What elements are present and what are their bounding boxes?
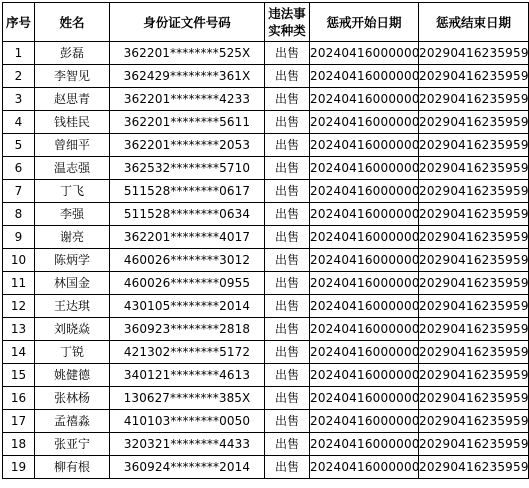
table-row bbox=[3, 318, 529, 341]
cell-end-date: 20290416235959 bbox=[419, 134, 529, 157]
table-row bbox=[3, 249, 529, 272]
cell-name: 王达琪 bbox=[35, 295, 110, 318]
cell-index: 13 bbox=[3, 318, 35, 341]
table-row bbox=[3, 387, 529, 410]
cell-name: 钱桂民 bbox=[35, 111, 110, 134]
cell-id-number: 362201********2053 bbox=[110, 134, 265, 157]
cell-start-date: 20240416000000 bbox=[310, 387, 419, 410]
penalty-list-table bbox=[2, 2, 529, 479]
header-violation-type: 违法事实种类 bbox=[265, 3, 310, 42]
table-row bbox=[3, 42, 529, 65]
cell-violation-type: 出售 bbox=[265, 180, 310, 203]
cell-id-number: 410103********0050 bbox=[110, 410, 265, 433]
cell-index: 12 bbox=[3, 295, 35, 318]
cell-start-date: 20240416000000 bbox=[310, 111, 419, 134]
cell-violation-type: 出售 bbox=[265, 364, 310, 387]
cell-start-date: 20240416000000 bbox=[310, 157, 419, 180]
cell-violation-type: 出售 bbox=[265, 65, 310, 88]
table-row bbox=[3, 456, 529, 479]
cell-end-date: 20290416235959 bbox=[419, 111, 529, 134]
cell-violation-type: 出售 bbox=[265, 456, 310, 479]
cell-name: 孟禧淼 bbox=[35, 410, 110, 433]
table-row bbox=[3, 88, 529, 111]
cell-violation-type: 出售 bbox=[265, 295, 310, 318]
cell-name: 丁锐 bbox=[35, 341, 110, 364]
cell-index: 3 bbox=[3, 88, 35, 111]
table-row bbox=[3, 410, 529, 433]
cell-start-date: 20240416000000 bbox=[310, 456, 419, 479]
cell-index: 7 bbox=[3, 180, 35, 203]
header-index: 序号 bbox=[3, 3, 35, 42]
cell-id-number: 360924********2014 bbox=[110, 456, 265, 479]
header-name: 姓名 bbox=[35, 3, 110, 42]
cell-name: 刘晓焱 bbox=[35, 318, 110, 341]
cell-name: 丁飞 bbox=[35, 180, 110, 203]
cell-id-number: 362429********361X bbox=[110, 65, 265, 88]
cell-id-number: 362201********5611 bbox=[110, 111, 265, 134]
cell-index: 11 bbox=[3, 272, 35, 295]
table-row bbox=[3, 341, 529, 364]
cell-start-date: 20240416000000 bbox=[310, 42, 419, 65]
cell-name: 张林杨 bbox=[35, 387, 110, 410]
table-row bbox=[3, 226, 529, 249]
cell-start-date: 20240416000000 bbox=[310, 433, 419, 456]
cell-violation-type: 出售 bbox=[265, 341, 310, 364]
cell-end-date: 20290416235959 bbox=[419, 65, 529, 88]
cell-index: 19 bbox=[3, 456, 35, 479]
cell-id-number: 511528********0617 bbox=[110, 180, 265, 203]
cell-start-date: 20240416000000 bbox=[310, 318, 419, 341]
table-header bbox=[3, 3, 529, 42]
cell-index: 6 bbox=[3, 157, 35, 180]
header-end-date: 惩戒结束日期 bbox=[419, 3, 529, 42]
cell-end-date: 20290416235959 bbox=[419, 318, 529, 341]
cell-end-date: 20290416235959 bbox=[419, 410, 529, 433]
cell-index: 16 bbox=[3, 387, 35, 410]
table-row bbox=[3, 111, 529, 134]
cell-start-date: 20240416000000 bbox=[310, 203, 419, 226]
cell-name: 柳有根 bbox=[35, 456, 110, 479]
cell-end-date: 20290416235959 bbox=[419, 433, 529, 456]
header-start-date: 惩戒开始日期 bbox=[310, 3, 419, 42]
table-row bbox=[3, 157, 529, 180]
cell-start-date: 20240416000000 bbox=[310, 134, 419, 157]
cell-end-date: 20290416235959 bbox=[419, 341, 529, 364]
cell-violation-type: 出售 bbox=[265, 410, 310, 433]
cell-start-date: 20240416000000 bbox=[310, 295, 419, 318]
cell-start-date: 20240416000000 bbox=[310, 65, 419, 88]
cell-start-date: 20240416000000 bbox=[310, 364, 419, 387]
cell-start-date: 20240416000000 bbox=[310, 88, 419, 111]
cell-name: 陈炳学 bbox=[35, 249, 110, 272]
cell-violation-type: 出售 bbox=[265, 42, 310, 65]
cell-id-number: 460026********3012 bbox=[110, 249, 265, 272]
table-row bbox=[3, 203, 529, 226]
cell-id-number: 130627********385X bbox=[110, 387, 265, 410]
cell-id-number: 421302********5172 bbox=[110, 341, 265, 364]
cell-name: 张亚宁 bbox=[35, 433, 110, 456]
cell-index: 14 bbox=[3, 341, 35, 364]
cell-end-date: 20290416235959 bbox=[419, 249, 529, 272]
table-body bbox=[3, 42, 529, 479]
cell-index: 15 bbox=[3, 364, 35, 387]
cell-end-date: 20290416235959 bbox=[419, 157, 529, 180]
cell-end-date: 20290416235959 bbox=[419, 387, 529, 410]
cell-end-date: 20290416235959 bbox=[419, 203, 529, 226]
cell-id-number: 511528********0634 bbox=[110, 203, 265, 226]
cell-violation-type: 出售 bbox=[265, 111, 310, 134]
cell-end-date: 20290416235959 bbox=[419, 364, 529, 387]
cell-end-date: 20290416235959 bbox=[419, 456, 529, 479]
cell-start-date: 20240416000000 bbox=[310, 180, 419, 203]
cell-id-number: 360923********2818 bbox=[110, 318, 265, 341]
cell-index: 10 bbox=[3, 249, 35, 272]
cell-index: 5 bbox=[3, 134, 35, 157]
cell-violation-type: 出售 bbox=[265, 387, 310, 410]
cell-name: 温志强 bbox=[35, 157, 110, 180]
cell-id-number: 320321********4433 bbox=[110, 433, 265, 456]
cell-index: 1 bbox=[3, 42, 35, 65]
cell-name: 曾细平 bbox=[35, 134, 110, 157]
cell-id-number: 430105********2014 bbox=[110, 295, 265, 318]
cell-index: 2 bbox=[3, 65, 35, 88]
cell-start-date: 20240416000000 bbox=[310, 341, 419, 364]
cell-name: 彭磊 bbox=[35, 42, 110, 65]
cell-violation-type: 出售 bbox=[265, 88, 310, 111]
cell-index: 17 bbox=[3, 410, 35, 433]
cell-violation-type: 出售 bbox=[265, 249, 310, 272]
table-row bbox=[3, 433, 529, 456]
cell-start-date: 20240416000000 bbox=[310, 249, 419, 272]
cell-violation-type: 出售 bbox=[265, 318, 310, 341]
cell-index: 9 bbox=[3, 226, 35, 249]
cell-index: 8 bbox=[3, 203, 35, 226]
cell-violation-type: 出售 bbox=[265, 203, 310, 226]
cell-end-date: 20290416235959 bbox=[419, 295, 529, 318]
cell-violation-type: 出售 bbox=[265, 134, 310, 157]
cell-id-number: 362201********4017 bbox=[110, 226, 265, 249]
cell-violation-type: 出售 bbox=[265, 433, 310, 456]
cell-id-number: 362201********525X bbox=[110, 42, 265, 65]
header-row bbox=[3, 3, 529, 42]
cell-end-date: 20290416235959 bbox=[419, 88, 529, 111]
cell-start-date: 20240416000000 bbox=[310, 272, 419, 295]
cell-name: 李智见 bbox=[35, 65, 110, 88]
cell-id-number: 460026********0955 bbox=[110, 272, 265, 295]
cell-id-number: 362532********5710 bbox=[110, 157, 265, 180]
cell-id-number: 340121********4613 bbox=[110, 364, 265, 387]
cell-start-date: 20240416000000 bbox=[310, 226, 419, 249]
cell-end-date: 20290416235959 bbox=[419, 272, 529, 295]
table-row bbox=[3, 134, 529, 157]
cell-start-date: 20240416000000 bbox=[310, 410, 419, 433]
header-id-number: 身份证文件号码 bbox=[110, 3, 265, 42]
table-row bbox=[3, 295, 529, 318]
cell-end-date: 20290416235959 bbox=[419, 42, 529, 65]
table-row bbox=[3, 65, 529, 88]
cell-end-date: 20290416235959 bbox=[419, 226, 529, 249]
cell-name: 林国金 bbox=[35, 272, 110, 295]
cell-end-date: 20290416235959 bbox=[419, 180, 529, 203]
cell-violation-type: 出售 bbox=[265, 157, 310, 180]
cell-violation-type: 出售 bbox=[265, 272, 310, 295]
cell-name: 谢亮 bbox=[35, 226, 110, 249]
cell-name: 赵思青 bbox=[35, 88, 110, 111]
cell-index: 4 bbox=[3, 111, 35, 134]
table-row bbox=[3, 364, 529, 387]
cell-name: 李强 bbox=[35, 203, 110, 226]
cell-index: 18 bbox=[3, 433, 35, 456]
table-row bbox=[3, 180, 529, 203]
cell-name: 姚健德 bbox=[35, 364, 110, 387]
cell-violation-type: 出售 bbox=[265, 226, 310, 249]
table-row bbox=[3, 272, 529, 295]
cell-id-number: 362201********4233 bbox=[110, 88, 265, 111]
